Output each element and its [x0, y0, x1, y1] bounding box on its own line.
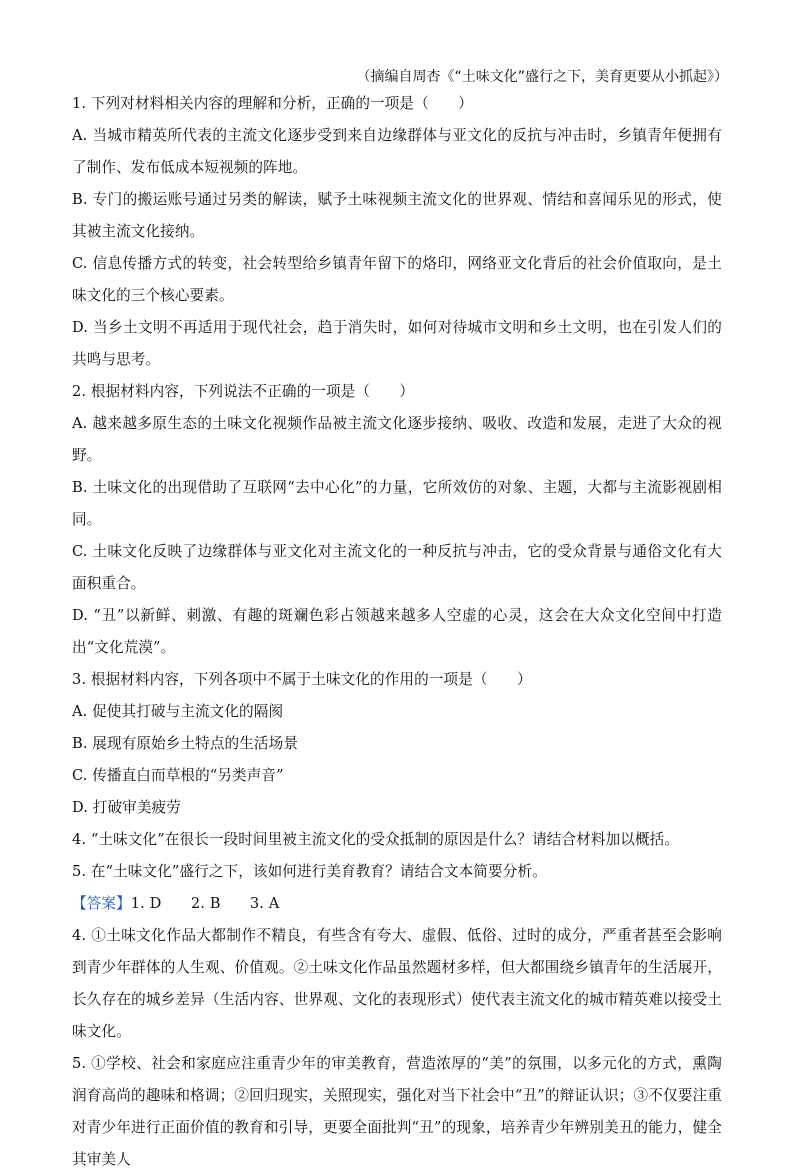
question-5-stem: 5. 在“土味文化”盛行之下，该如何进行美育教育？请结合文本简要分析。 — [72, 863, 547, 880]
question-1-option-a: A. 当城市精英所代表的主流文化逐步受到来自边缘群体与亚文化的反抗与冲击时，乡镇青年便拥有了制作、发布低成本短视频的阵地。 — [72, 127, 722, 176]
answer-q5: 5. ①学校、社会和家庭应注重青少年的审美教育，营造浓厚的“美”的氛围，以多元化的方式，熏陶润育高尚的趣味和格调；②回归现实，关照现实，强化对当下社会中“丑”的辩证认识；③不仅要注重对青少年进行正面价值的教育和引导，更要全面批判“丑”的现象，培养青少年辨别美丑的能力，健全其审美人 — [72, 1055, 722, 1168]
question-2-option-a: A. 越来越多原生态的土味文化视频作品被主流文化逐步接纳、吸收、改造和发展，走进了大众的视野。 — [72, 415, 722, 464]
question-2-option-c: C. 土味文化反映了边缘群体与亚文化对主流文化的一种反抗与冲击，它的受众背景与通俗文化有大面积重合。 — [72, 543, 722, 592]
answer-choices-line — [72, 888, 722, 920]
question-3-option-d: D. 打破审美疲劳 — [72, 799, 181, 816]
question-3-option-c: C. 传播直白而草根的“另类声音” — [72, 767, 284, 784]
question-2-stem: 2. 根据材料内容，下列说法不正确的一项是（ ） — [72, 383, 415, 400]
question-1-option-b: B. 专门的搬运账号通过另类的解读，赋予土味视频主流文化的世界观、情结和喜闻乐见的形式，使其被主流文化接纳。 — [72, 191, 722, 240]
answer-q4: 4. ①土味文化作品大都制作不精良，有些含有夸大、虚假、低俗、过时的成分，严重者甚至会影响到青少年群体的人生观、价值观。②土味文化作品虽然题材多样，但大都围绕乡镇青年的生活展开，长久存在的城乡差异（生活内容、世界观、文化的表现形式）使代表主流文化的城市精英难以接受土味文化。 — [72, 927, 722, 1040]
answer-label: 【答案】 — [72, 895, 131, 912]
question-1-option-d: D. 当乡土文明不再适用于现代社会，趋于消失时，如何对待城市文明和乡土文明，也在引发人们的共鸣与思考。 — [72, 319, 722, 368]
question-1-option-c: C. 信息传播方式的转变，社会转型给乡镇青年留下的烙印，网络亚文化背后的社会价值取向，是土味文化的三个核心要素。 — [72, 255, 722, 304]
document-page — [72, 66, 728, 1176]
question-3-option-b: B. 展现有原始乡土特点的生活场景 — [72, 735, 299, 752]
answer-choices: 1. D 2. B 3. A — [130, 895, 280, 912]
question-4-stem: 4. “土味文化”在很长一段时间里被主流文化的受众抵制的原因是什么？请结合材料加以概括。 — [72, 831, 680, 848]
question-2-option-b: B. 土味文化的出现借助了互联网“去中心化”的力量，它所效仿的对象、主题，大都与主流影视剧相同。 — [72, 479, 722, 528]
question-3-stem: 3. 根据材料内容，下列各项中不属于土味文化的作用的一项是（ ） — [72, 671, 532, 688]
question-3-option-a: A. 促使其打破与主流文化的隔阂 — [72, 703, 284, 720]
question-1-stem: 1. 下列对材料相关内容的理解和分析，正确的一项是（ ） — [72, 95, 473, 112]
source-citation: （摘编自周杏《“土味文化”盛行之下，美育更要从小抓起》） — [356, 69, 728, 85]
question-2-option-d: D. “丑”以新鲜、刺激、有趣的斑斓色彩占领越来越多人空虚的心灵，这会在大众文化空间中打造出“文化荒漠”。 — [72, 607, 722, 656]
